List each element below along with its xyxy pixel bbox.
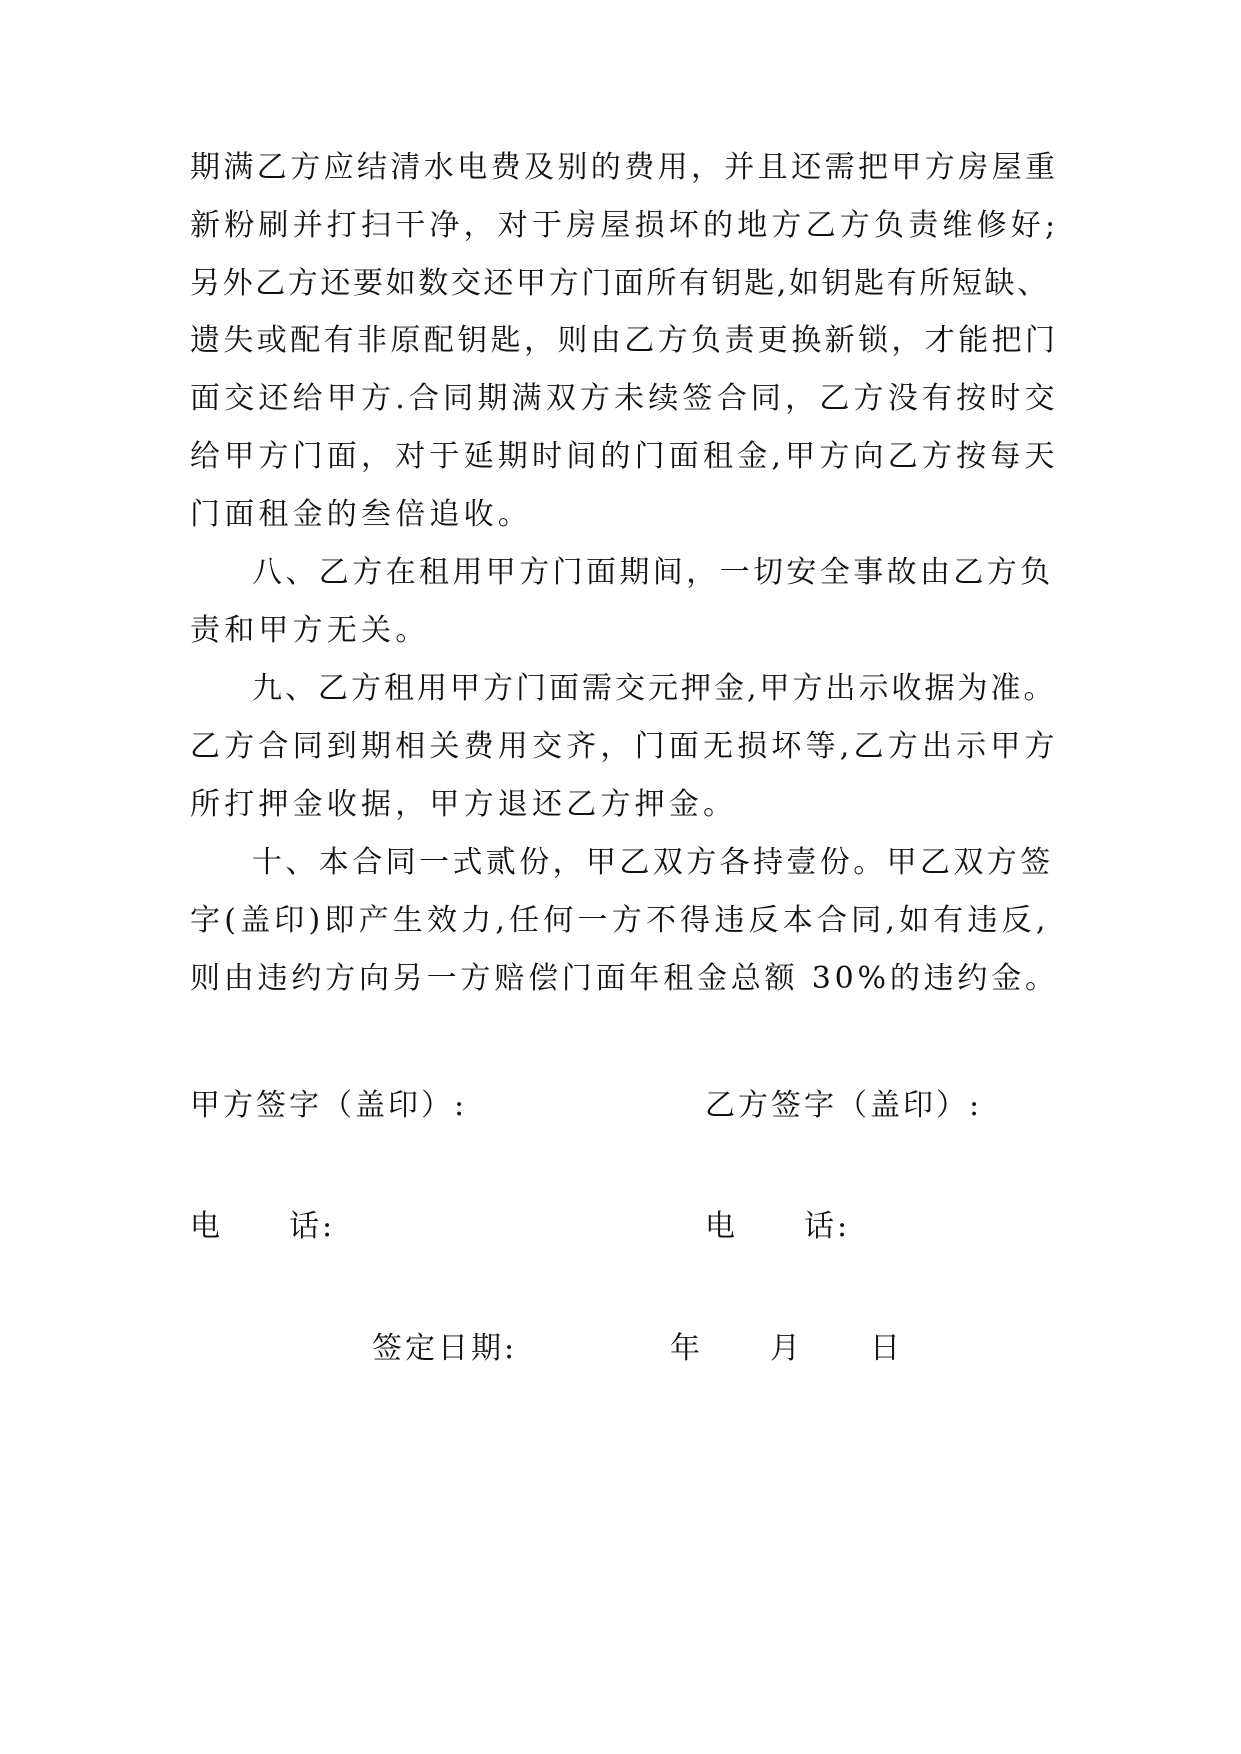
clause-ten-start: 十、本合同一式贰份，甲乙双方各持壹份。甲乙双方签 [252,845,1054,880]
signing-date-label: 签定日期: [372,1331,518,1366]
body-line: 责和甲方无关。 [190,613,430,648]
date-day-label: 日 [870,1331,903,1366]
body-line: 遗失或配有非原配钥匙，则由乙方负责更换新锁，才能把门 [190,323,1059,358]
party-b-phone-label: 电 话: [705,1209,851,1244]
body-line: 字(盖印)即产生效力,任何一方不得违反本合同,如有违反, [190,903,1050,938]
party-b-signature-label: 乙方签字（盖印）: [705,1088,983,1123]
body-line: 所打押金收据，甲方退还乙方押金。 [190,787,738,822]
date-year-label: 年 [670,1331,703,1366]
body-line: 门面租金的叁倍追收。 [190,497,532,532]
body-line: 乙方合同到期相关费用交齐，门面无损坏等,乙方出示甲方 [190,729,1059,764]
party-a-phone-label: 电 话: [190,1209,336,1244]
body-line: 另外乙方还要如数交还甲方门面所有钥匙,如钥匙有所短缺、 [190,266,1050,301]
clause-eight-start: 八、乙方在租用甲方门面期间，一切安全事故由乙方负 [252,555,1054,590]
party-a-signature-label: 甲方签字（盖印）: [190,1088,468,1123]
date-month-label: 月 [770,1331,803,1366]
body-line: 给甲方门面，对于延期时间的门面租金,甲方向乙方按每天 [190,439,1059,474]
body-line: 面交还给甲方.合同期满双方未续签合同，乙方没有按时交 [190,381,1059,416]
body-line: 新粉刷并打扫干净，对于房屋损坏的地方乙方负责维修好; [190,208,1060,243]
body-line: 则由违约方向另一方赔偿门面年租金总额 30%的违约金。 [190,961,1059,996]
body-line: 期满乙方应结清水电费及别的费用，并且还需把甲方房屋重 [190,150,1059,185]
clause-nine-start: 九、乙方租用甲方门面需交元押金,甲方出示收据为准。 [252,671,1057,706]
